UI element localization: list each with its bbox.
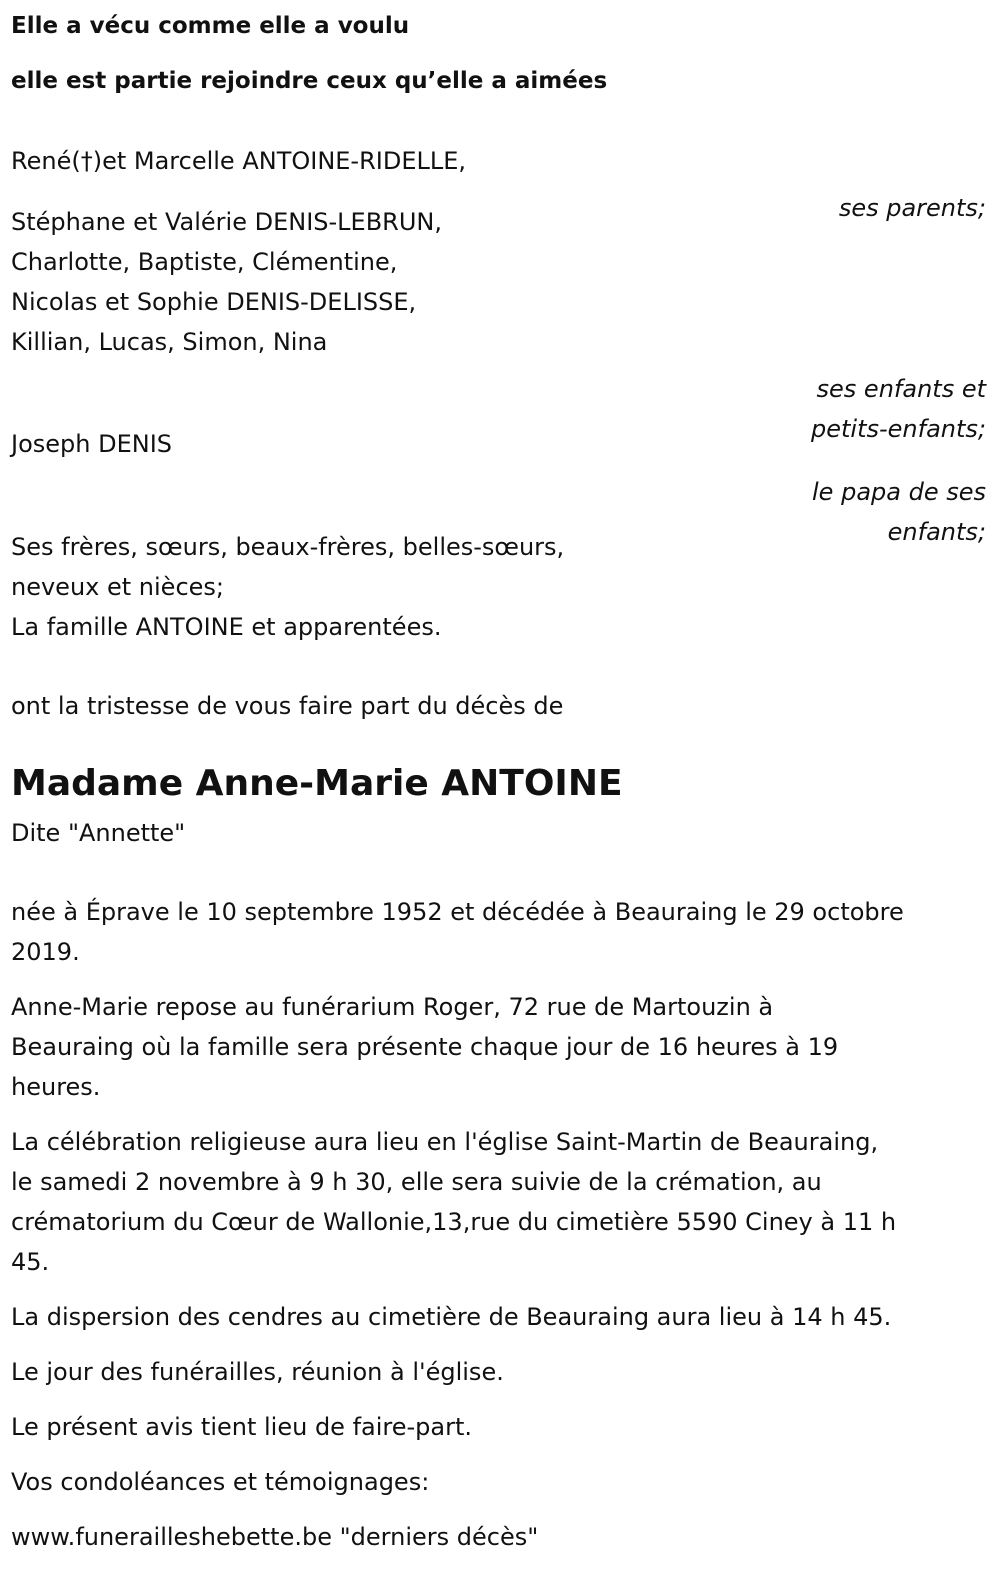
father-role-line-1: le papa de ses — [812, 478, 986, 506]
ceremony-line-2: le samedi 2 novembre à 9 h 30, elle sera suivie de la crémation, au — [11, 1168, 822, 1196]
notice-paragraph: Le présent avis tient lieu de faire-part. — [11, 1413, 473, 1441]
deceased-nickname: Dite "Annette" — [11, 819, 186, 847]
others-line-2: neveux et nièces; — [11, 573, 224, 601]
rest-line-3: heures. — [11, 1073, 101, 1101]
parents-name: René(†)et Marcelle ANTOINE-RIDELLE, — [11, 147, 467, 175]
meeting-paragraph: Le jour des funérailles, réunion à l'église. — [11, 1358, 504, 1386]
deceased-name: Madame Anne-Marie ANTOINE — [11, 763, 623, 804]
children-role-line-2: petits-enfants; — [811, 415, 986, 443]
others-line-1: Ses frères, sœurs, beaux-frères, belles-sœurs, — [11, 533, 565, 561]
condolences-paragraph: Vos condoléances et témoignages: — [11, 1468, 430, 1496]
rest-line-2: Beauraing où la famille sera présente chaque jour de 16 heures à 19 — [11, 1033, 839, 1061]
epigraph-line-1: Elle a vécu comme elle a voulu — [11, 13, 410, 39]
birth-death-line-2: 2019. — [11, 938, 80, 966]
father-name: Joseph DENIS — [11, 430, 173, 458]
announcement: ont la tristesse de vous faire part du décès de — [11, 692, 564, 720]
children-line-2: Charlotte, Baptiste, Clémentine, — [11, 248, 398, 276]
ceremony-line-4: 45. — [11, 1248, 50, 1276]
dispersion-paragraph: La dispersion des cendres au cimetière de Beauraing aura lieu à 14 h 45. — [11, 1303, 892, 1331]
parents-role: ses parents; — [838, 194, 986, 222]
children-line-1: Stéphane et Valérie DENIS-LEBRUN, — [11, 208, 442, 236]
ceremony-line-3: crématorium du Cœur de Wallonie,13,rue du cimetière 5590 Ciney à 11 h — [11, 1208, 897, 1236]
epigraph-line-2: elle est partie rejoindre ceux qu’elle a aimées — [11, 68, 608, 94]
others-line-3: La famille ANTOINE et apparentées. — [11, 613, 442, 641]
ceremony-line-1: La célébration religieuse aura lieu en l'église Saint-Martin de Beauraing, — [11, 1128, 879, 1156]
father-role-line-2: enfants; — [887, 518, 986, 546]
rest-line-1: Anne-Marie repose au funérarium Roger, 72 rue de Martouzin à — [11, 993, 774, 1021]
children-line-4: Killian, Lucas, Simon, Nina — [11, 328, 328, 356]
children-line-3: Nicolas et Sophie DENIS-DELISSE, — [11, 288, 417, 316]
birth-death-line-1: née à Éprave le 10 septembre 1952 et décédée à Beauraing le 29 octobre — [11, 898, 904, 926]
children-role-line-1: ses enfants et — [816, 375, 986, 403]
website-link[interactable]: www.funerailleshebette.be "derniers décès" — [11, 1523, 539, 1551]
